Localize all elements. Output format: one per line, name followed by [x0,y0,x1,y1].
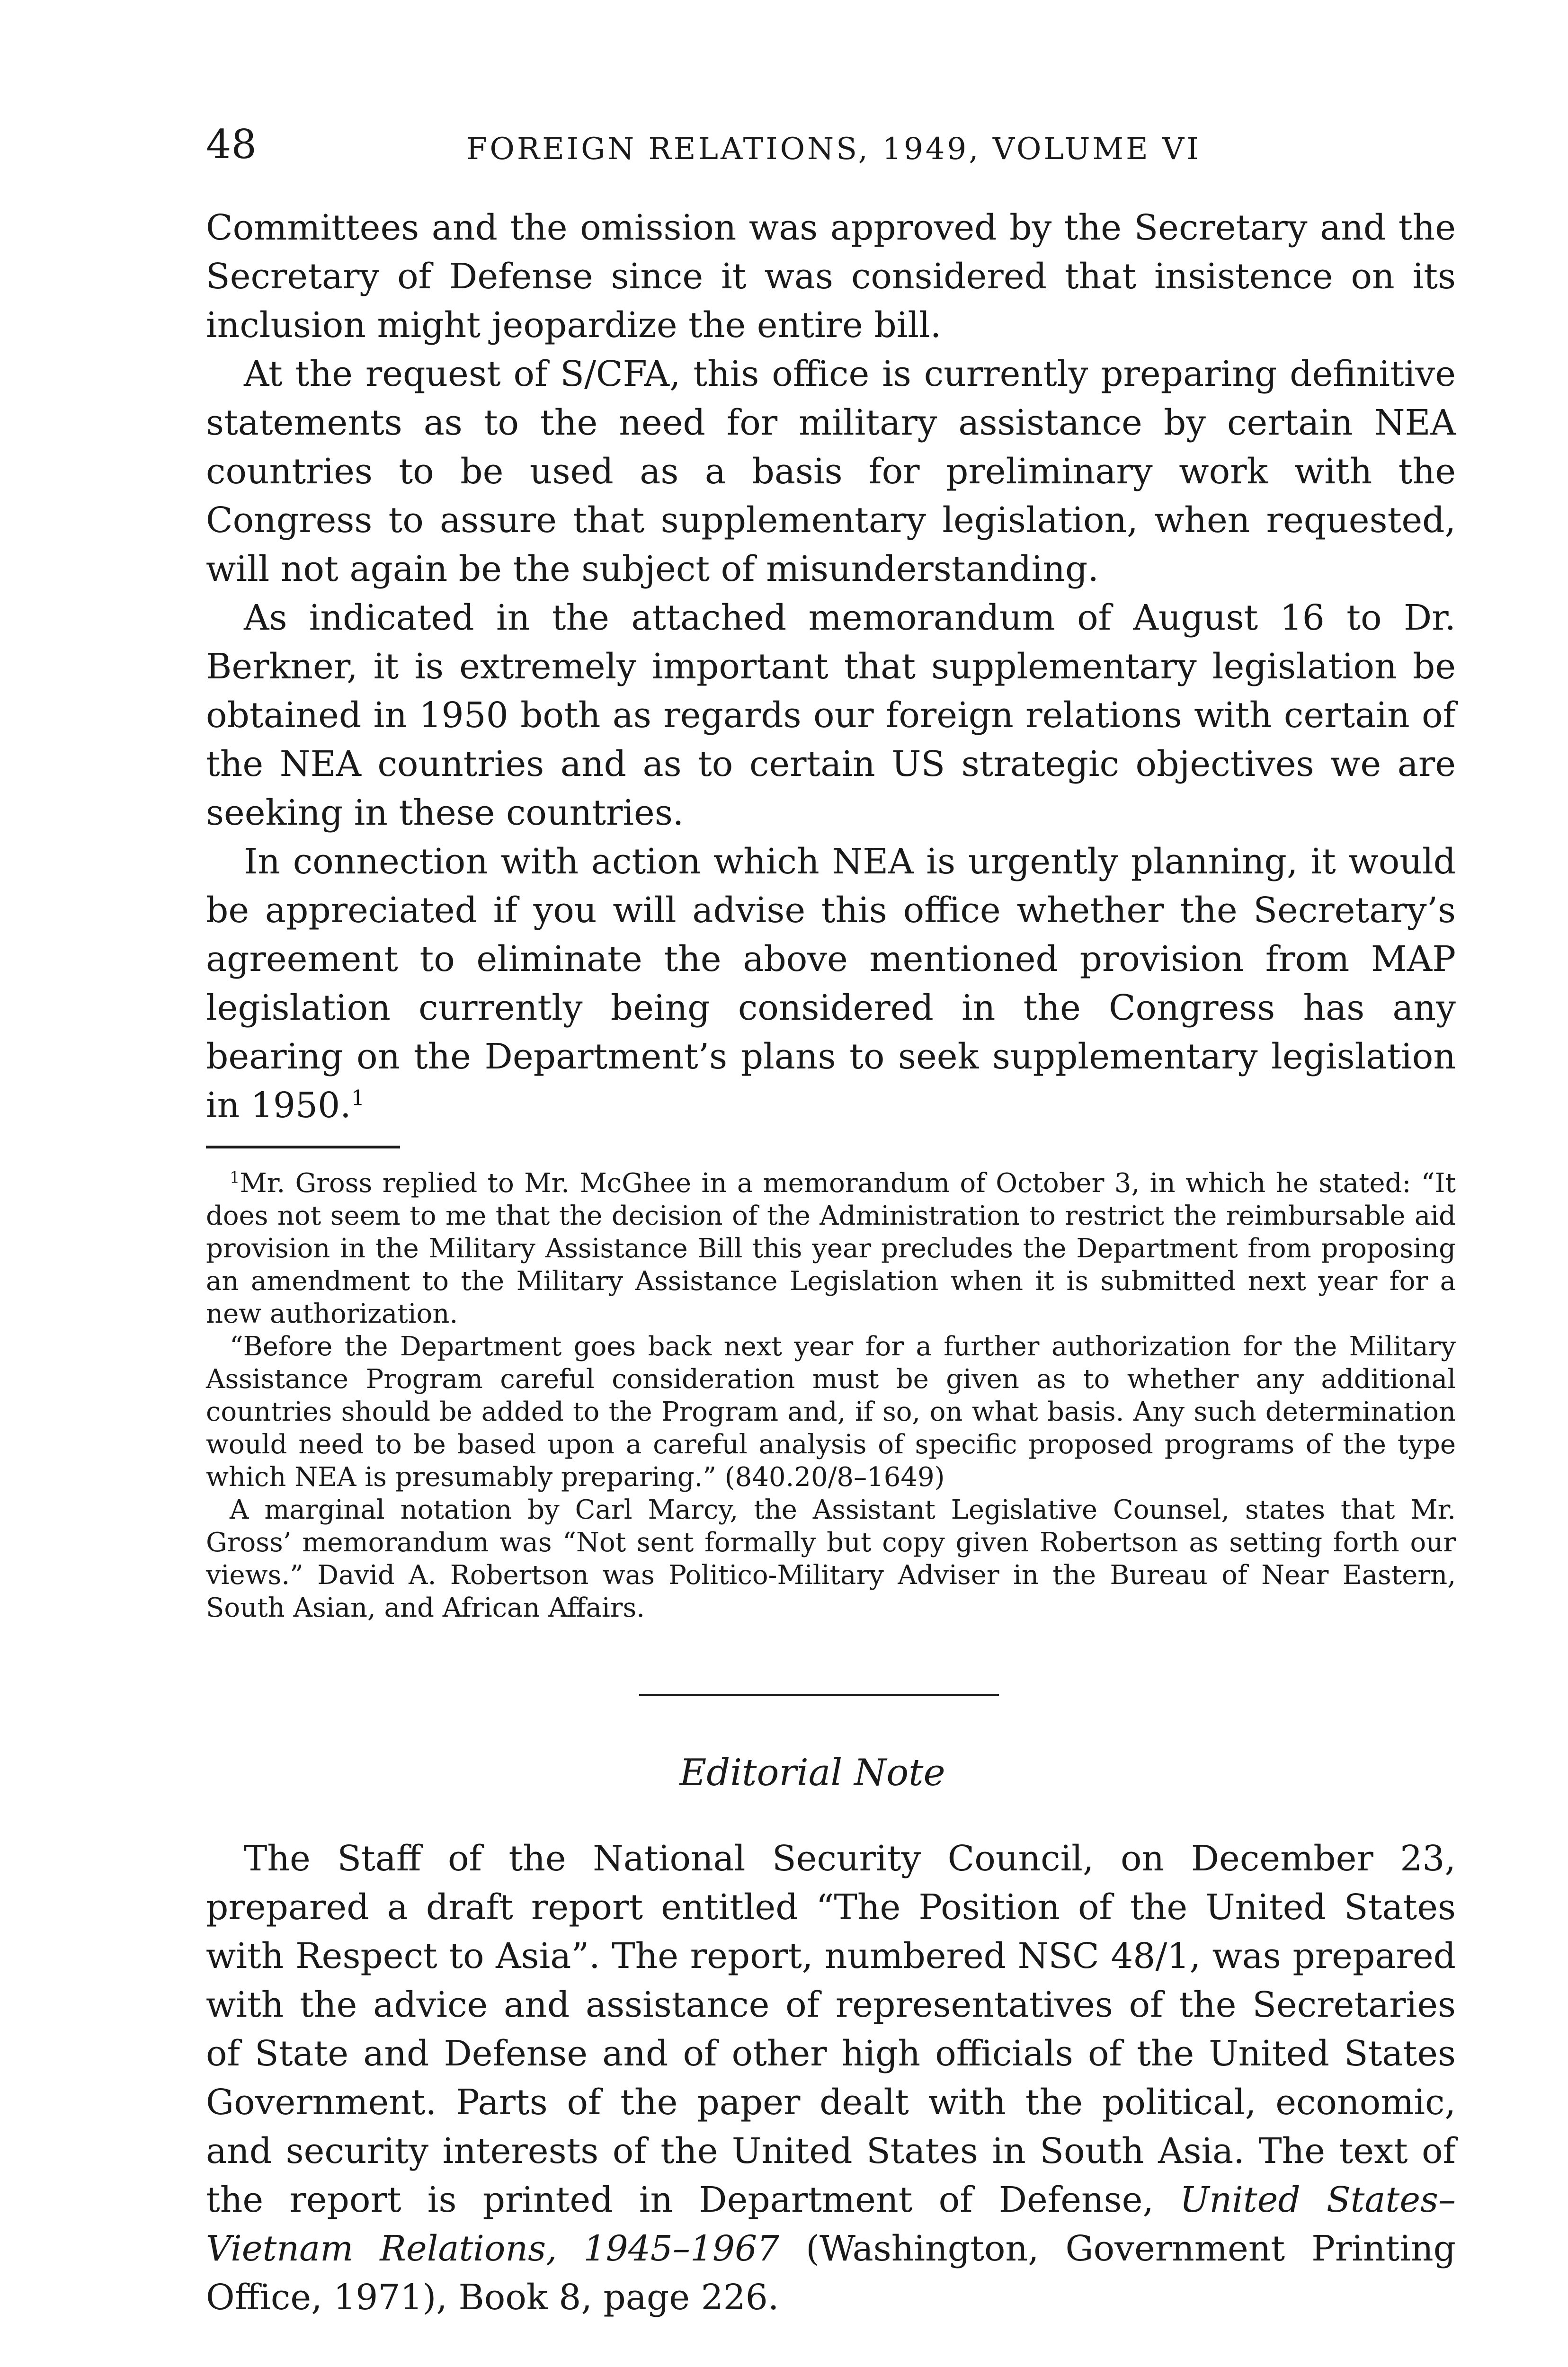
page-number: 48 [206,121,257,168]
editorial-paragraph [206,1834,1456,2322]
editorial-note-heading: Editorial Note [679,1752,945,1794]
section-divider [639,1692,999,1697]
editorial-note-body [206,1834,1456,2322]
letter-paragraph: At the request of S/CFA, this office is currently preparing definitive statements as to the need for military assistance by certain NEA countries to be used as a basis for preliminary work with the Congress to assure that supplementary legislation, when requested, will not again be the subject of misunderstanding. [206,354,1456,589]
running-head: FOREIGN RELATIONS, 1949, VOLUME VI [466,132,1201,167]
cited-title: United States–Vietnam Relations, 1945–1967 [206,2180,1456,2269]
letter-body [206,204,1456,1130]
footnote-divider [206,1146,400,1148]
footnotes [206,1167,1456,1624]
letter-paragraph: Committees and the omission was approved by the Secretary and the Secretary of Defense since it was considered that insistence on its inclusion might jeopardize the entire bill. [206,207,1456,346]
divider-line [639,1694,999,1696]
letter-paragraph: As indicated in the attached memorandum of August 16 to Dr. Berkner, it is extremely important that supplementary legislation be obtained in 1950 both as regards our foreign relations with certain of the NEA countries and as to certain US strategic objectives we are seeking in these countries. [206,597,1456,833]
footnote-paragraph [206,1167,1456,1330]
footnote-text: Mr. Gross replied to Mr. McGhee in a memorandum of October 3, in which he stated: “It does not seem to me that the decision of the Administration to restrict the reimbursable aid provision in the Military Assistance Bill this year precludes the Department from proposing an amendment to the Military Assistance Legislation when it is submitted next year for a new authorization. [206,1168,1456,1329]
footnote-paragraph: A marginal notation by Carl Marcy, the Assistant Legislative Counsel, states that Mr. Gross’ memorandum was “Not sent formally but copy given Robertson as setting forth our views.” David A. Robertson was Politico-Military Adviser in the Bureau of Near Eastern, South Asian, and African Affairs. [206,1495,1456,1623]
editorial-text-part2: (Washington, Government Printing Office, 1971), Book 8, page 226. [206,2228,1456,2318]
letter-paragraph-text: In connection with action which NEA is urgently planning, it would be appreciated if you will advise this office whether the Secretary’s agreement to eliminate the above mentioned provision from MAP legislation currently being considered in the Congress has any bearing on the Department’s plans to seek supplementary legislation in 1950. [206,841,1456,1126]
footnote-reference: 1 [351,1086,365,1111]
letter-paragraph-last [206,837,1456,1130]
page-header [206,116,1456,173]
editorial-text-part1: The Staff of the National Security Council, on December 23, prepared a draft report entitled “The Position of the United States with Respect to Asia”. The report, numbered NSC 48/1, was prepared with the advice and assistance of representatives of the Secretaries of State and Defense and of other high officials of the United States Government. Parts of the paper dealt with the political, economic, and security interests of the United States in South Asia. The text of the report is printed in Department of Defense, [206,1838,1456,2220]
footnote-marker: 1 [230,1168,240,1187]
footnote-paragraph: “Before the Department goes back next year for a further authorization for the Military Assistance Program careful consideration must be given as to whether any additional countries should be added to the Program and, if so, on what basis. Any such determination would need to be based upon a careful analysis of specific proposed programs of the type which NEA is presumably preparing.” (840.20/8–1649) [206,1331,1456,1493]
